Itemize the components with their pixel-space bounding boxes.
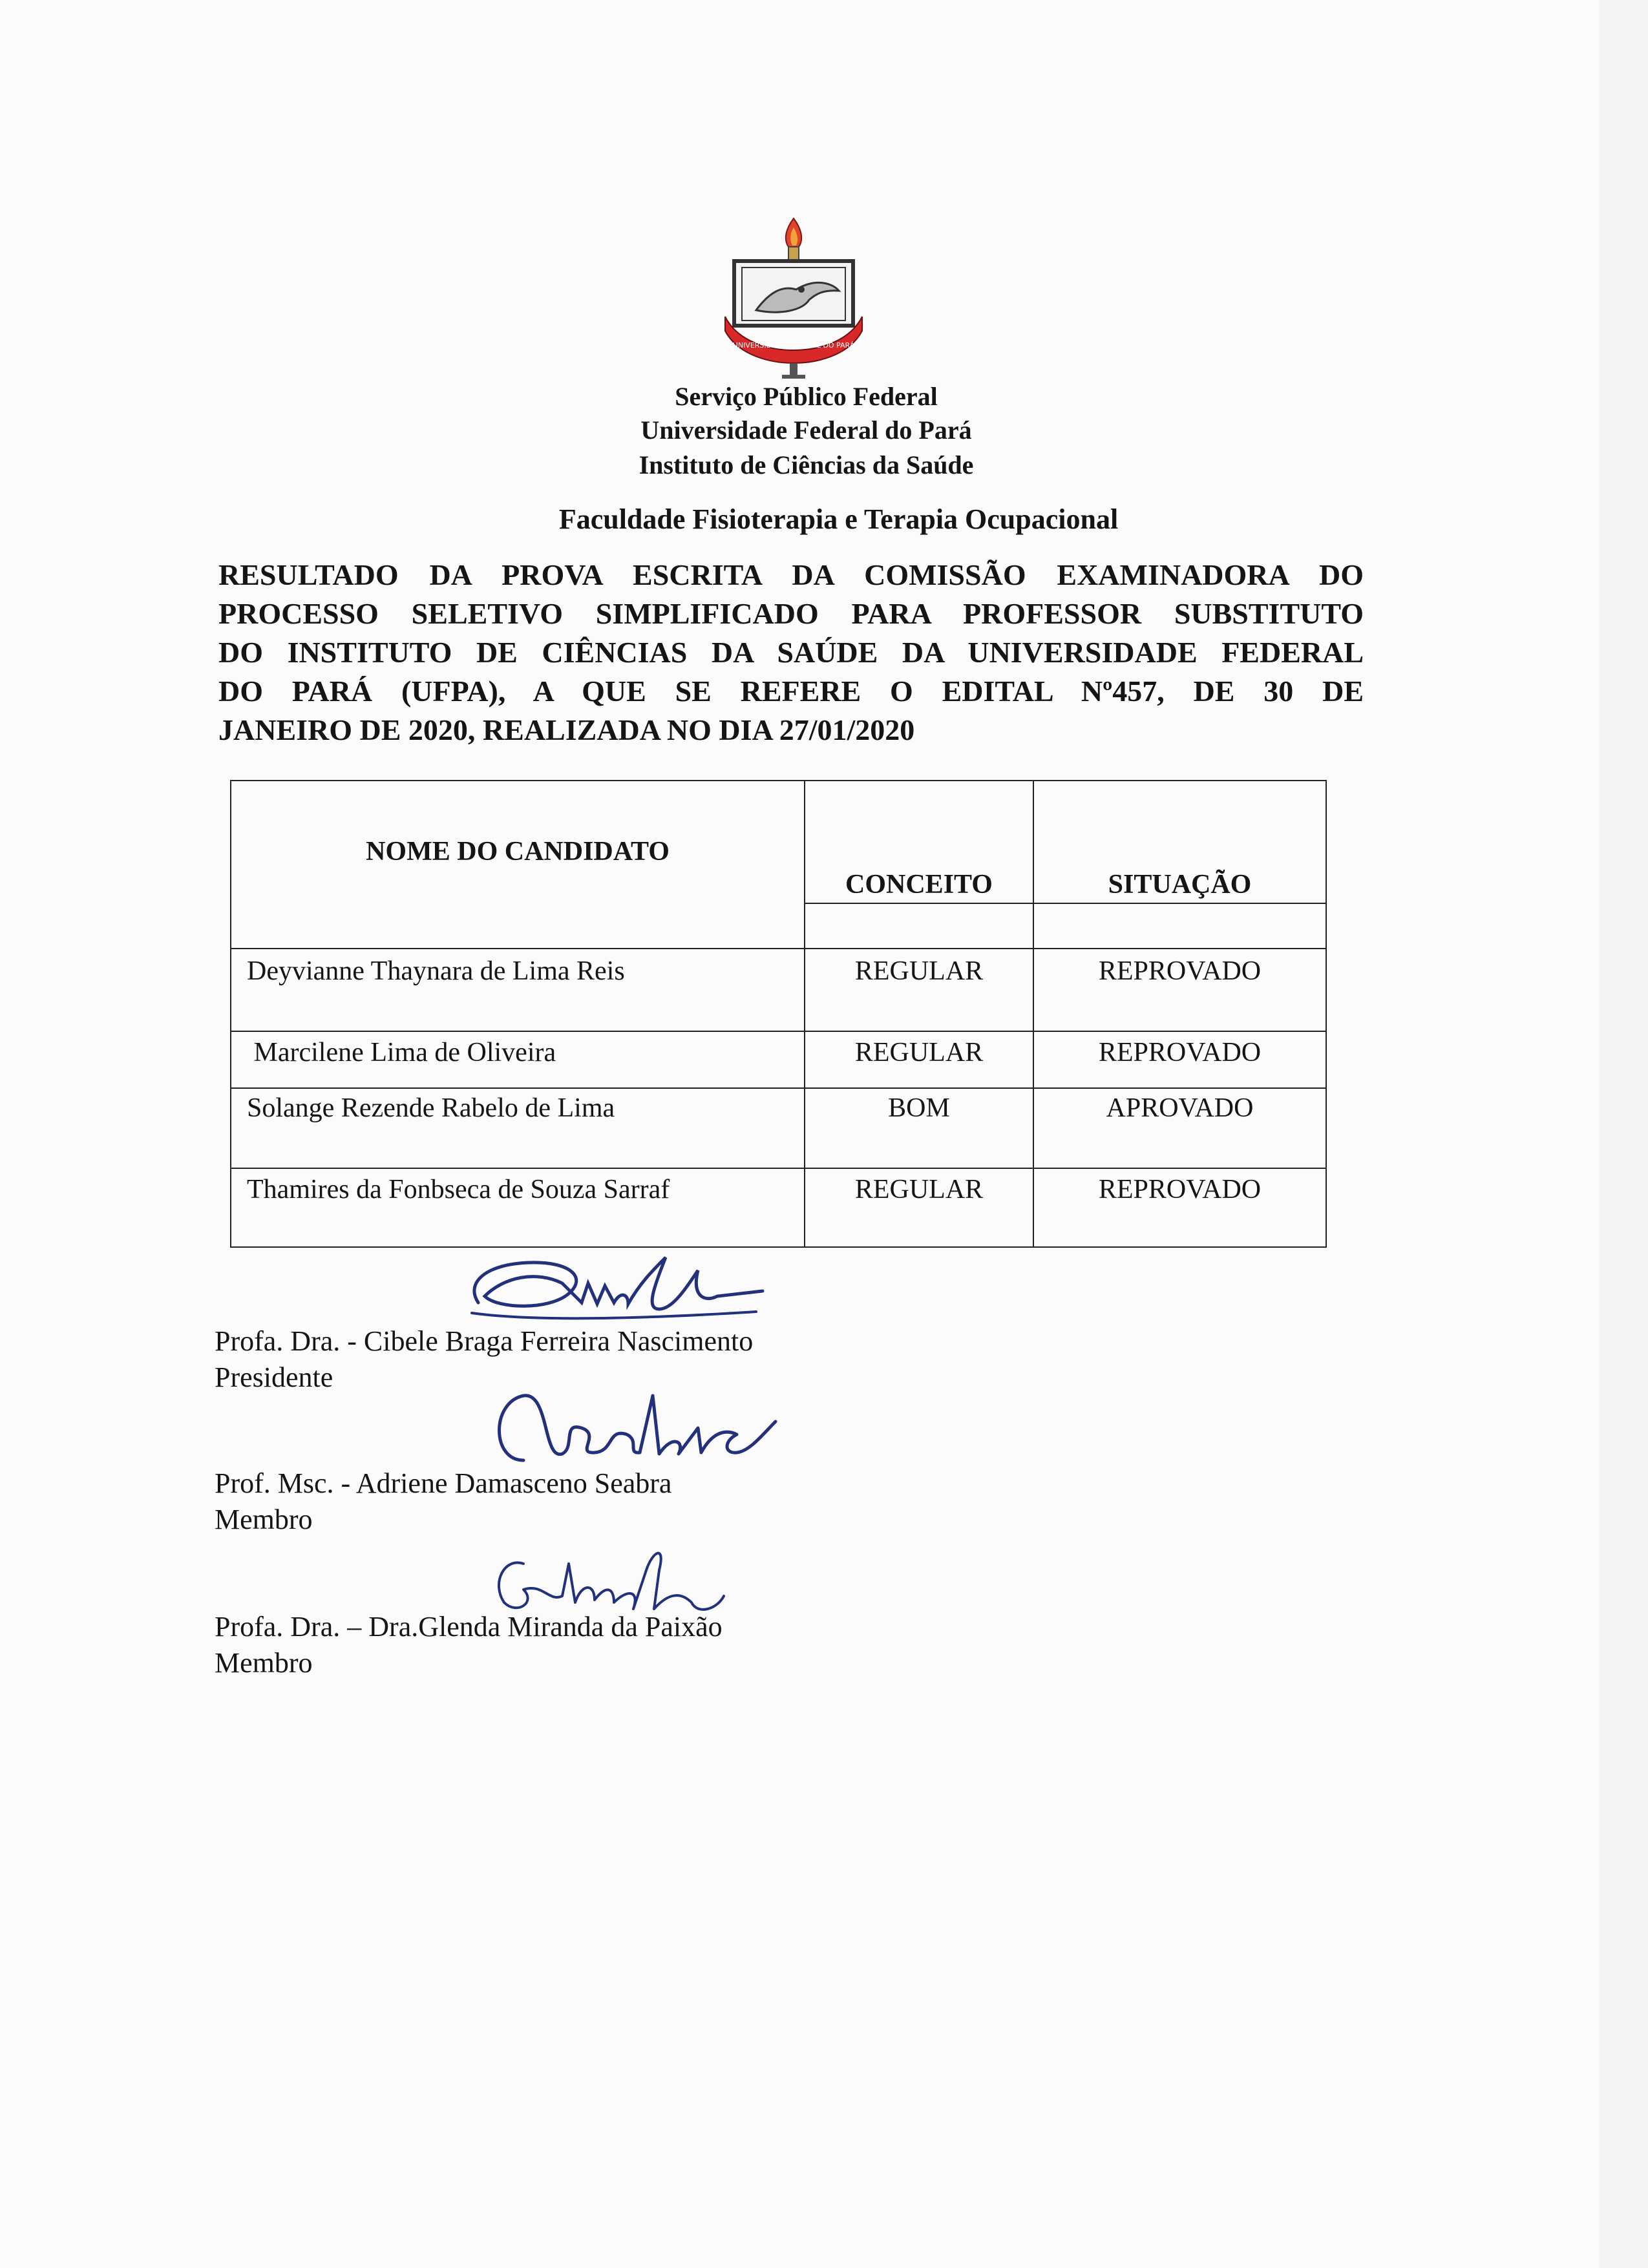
- signatory-role: Presidente: [215, 1361, 333, 1393]
- signatory-role: Membro: [215, 1647, 313, 1679]
- candidate-status: REPROVADO: [1033, 1031, 1326, 1088]
- table-row: [231, 1088, 1326, 1168]
- candidate-status: REPROVADO: [1033, 1168, 1326, 1247]
- signatory-name: Prof. Msc. - Adriene Damasceno Seabra: [215, 1467, 672, 1499]
- title-line-4: DO PARÁ (UFPA), A QUE SE REFERE O EDITAL Nº457, DE 30 DE: [218, 675, 1364, 708]
- candidate-status: REPROVADO: [1033, 949, 1326, 1031]
- signatory-name: Profa. Dra. - Cibele Braga Ferreira Nascimento: [215, 1325, 754, 1357]
- table-header-row: [231, 781, 1326, 903]
- candidate-status: APROVADO: [1033, 1088, 1326, 1168]
- signature-adriene: [478, 1383, 782, 1473]
- candidate-grade: REGULAR: [805, 1031, 1033, 1088]
- signatory-role: Membro: [215, 1504, 313, 1535]
- table-row: [231, 1168, 1326, 1247]
- faculty-name: Faculdade Fisioterapia e Terapia Ocupacional: [558, 503, 1119, 535]
- logo-ribbon-text: UNIVERSIDADE FEDERAL DO PARÁ: [732, 341, 855, 350]
- title-line-3: DO INSTITUTO DE CIÊNCIAS DA SAÚDE DA UNIVERSIDADE FEDERAL: [218, 636, 1364, 669]
- header-status: SITUAÇÃO: [1033, 781, 1326, 903]
- header-grade: CONCEITO: [805, 781, 1033, 903]
- header-line-1: Serviço Público Federal: [675, 382, 938, 411]
- signatory-3: [215, 1609, 723, 1681]
- candidate-name: Thamires da Fonbseca de Souza Sarraf: [231, 1168, 805, 1247]
- results-table: [230, 780, 1327, 1248]
- candidate-grade: REGULAR: [805, 1168, 1033, 1247]
- signatory-name: Profa. Dra. – Dra.Glenda Miranda da Paixão: [215, 1611, 723, 1643]
- candidate-name: Deyvianne Thaynara de Lima Reis: [231, 949, 805, 1031]
- header-name: NOME DO CANDIDATO: [231, 781, 805, 949]
- table-row: [231, 1031, 1326, 1088]
- signatory-2: [215, 1465, 671, 1538]
- ufpa-logo: [719, 213, 869, 381]
- candidate-name: Solange Rezende Rabelo de Lima: [231, 1088, 805, 1168]
- header-line-2: Universidade Federal do Pará: [640, 415, 972, 445]
- header-line-3: Instituto de Ciências da Saúde: [639, 450, 974, 479]
- title-line-5: JANEIRO DE 2020, REALIZADA NO DIA 27/01/2020: [218, 713, 915, 746]
- title-line-1: RESULTADO DA PROVA ESCRITA DA COMISSÃO EXAMINADORA DO: [218, 558, 1364, 591]
- candidate-name: Marcilene Lima de Oliveira: [231, 1031, 805, 1088]
- document-title: [218, 556, 1364, 750]
- candidate-grade: BOM: [805, 1088, 1033, 1168]
- title-line-2: PROCESSO SELETIVO SIMPLIFICADO PARA PROFESSOR SUBSTITUTO: [218, 597, 1364, 630]
- table-row: [231, 949, 1326, 1031]
- candidate-grade: REGULAR: [805, 949, 1033, 1031]
